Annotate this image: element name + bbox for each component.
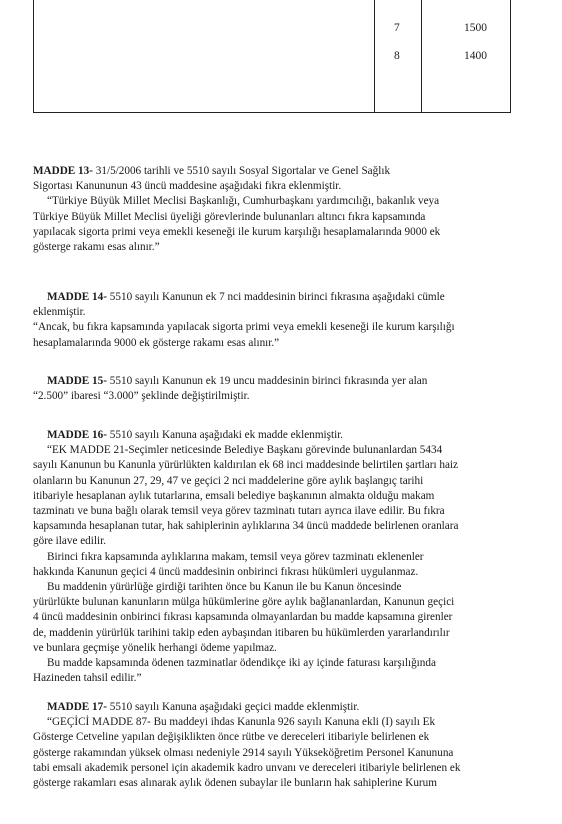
text-line [33, 715, 515, 730]
text-line [33, 210, 515, 225]
line-text: Birinci fıkra kapsamında aylıklarına makam, temsil veya görev tazminatı eklenenler [47, 550, 424, 563]
line-text: gösterge rakamından yüksek olması nedeniyle 2914 sayılı Yükseköğretim Personel Kanununa [33, 746, 454, 759]
text-line [33, 179, 515, 194]
line-text: itibariyle hesaplanan aylık tutarlarına, emsali belediye başkanının almakta olduğu makam [33, 489, 435, 502]
line-text: 5510 sayılı Kanuna aşağıdaki geçici madde eklenmiştir. [106, 701, 360, 713]
text-line [33, 550, 515, 565]
line-text: 4 üncü maddesinin onbirinci fıkrası kapsamında olmayanlardan bu madde kapsamına girenler [33, 611, 453, 624]
text-line [33, 336, 515, 351]
text-line [33, 458, 515, 473]
text-line [33, 489, 515, 504]
line-text: “Ancak, bu fıkra kapsamında yapılacak sigorta primi veya emekli keseneği ile kurum karşılığı [33, 321, 455, 334]
table-column-divider [374, 0, 375, 112]
text-line [33, 641, 515, 656]
article-heading: MADDE 14- [47, 291, 107, 303]
table-cell-value: 1500 [464, 22, 487, 34]
line-text: Sigortası Kanununun 43 üncü maddesine aşağıdaki fıkra eklenmiştir. [33, 180, 342, 193]
line-text: 5510 sayılı Kanunun ek 19 uncu maddesinin birinci fıkrasında yer alan [106, 375, 428, 387]
line-text: eklenmiştir. [33, 306, 86, 319]
line-text: Türkiye Büyük Millet Meclisi üyeliği görevlerinde bulunanları altıncı fıkra kapsamında [33, 210, 426, 223]
article-17 [33, 700, 515, 791]
line-text: yürürlükte bulunan kanunların mülga hükümlerine göre aylık bağlananlardan, Kanunun geçici [33, 596, 455, 609]
line-text: göre ilave edilir. [33, 535, 107, 548]
table-cell-grade: 7 [394, 22, 400, 34]
line-text: “Türkiye Büyük Millet Meclisi Başkanlığı, Cumhurbaşkanı yardımcılığı, bakanlık veya [47, 195, 440, 208]
line-text: sayılı Kanunun bu Kanunla yürürlükten kaldırılan ek 68 inci maddesinde belirtilen şartları haiz [33, 459, 459, 472]
text-line [33, 610, 515, 625]
article-14 [33, 290, 515, 351]
article-heading: MADDE 16- [47, 429, 107, 441]
text-line [33, 428, 515, 443]
article-heading: MADDE 15- [47, 375, 107, 387]
text-line [33, 656, 515, 671]
line-text: olanların bu Kanunun 27, 29, 47 ve geçici 2 nci maddelerine göre aylık başlangıç tarihi [33, 474, 424, 487]
article-heading: MADDE 13- [33, 165, 93, 177]
line-text: tabi emsali akademik personel için akademik kadro unvanı ve dereceleri itibariyle belirlenen ek [33, 761, 461, 774]
line-text: Bu maddenin yürürlüğe girdiği tarihten önce bu Kanun ile bu Kanun öncesinde [47, 581, 402, 594]
line-text: tazminatı ve buna bağlı olarak temsil veya görev tazminatı tutarı ayrıca ilave edilir. Bu fıkra [33, 505, 445, 518]
text-line [33, 565, 515, 580]
text-line [33, 504, 515, 519]
text-line [33, 443, 515, 458]
line-text: 31/5/2006 tarihli ve 5510 sayılı Sosyal Sigortalar ve Genel Sağlık [92, 165, 391, 177]
text-line [33, 474, 515, 489]
text-line [33, 290, 515, 305]
text-line [33, 164, 515, 179]
text-line [33, 519, 515, 534]
line-text: “EK MADDE 21-Seçimler neticesinde Belediye Başkanı görevinde bulunanlardan 5434 [47, 444, 443, 457]
text-line [33, 730, 515, 745]
text-line [33, 746, 515, 761]
table-cell-grade: 8 [394, 50, 400, 62]
line-text: Gösterge Cetveline yapılan değişiklikten önce rütbe ve dereceleri itibariyle belirlenen ek [33, 731, 430, 744]
text-line [33, 240, 515, 255]
text-line [33, 225, 515, 240]
article-heading: MADDE 17- [47, 701, 107, 713]
text-line [33, 320, 515, 335]
line-text: gösterge rakamı esas alınır.” [33, 241, 160, 254]
text-line [33, 776, 515, 791]
line-text: “2.500” ibaresi “3.000” şeklinde değiştirilmiştir. [33, 390, 250, 403]
article-15 [33, 374, 515, 404]
text-line [33, 534, 515, 549]
indicator-table [33, 0, 511, 113]
line-text: yapılacak sigorta primi veya emekli keseneği ile kurum karşılığı hesaplamalarında 9000 ek [33, 225, 441, 238]
article-16 [33, 428, 515, 686]
text-line [33, 305, 515, 320]
line-text: gösterge rakamları esas alınarak aylık ödenen subaylar ile bunların hak sahiplerine Kurum [33, 777, 437, 790]
text-line [33, 389, 515, 404]
article-13 [33, 164, 515, 255]
text-line [33, 671, 515, 686]
line-text: kapsamında hesaplanan tutar, hak sahiplerinin aylıklarına 34 üncü maddede belirlenen oranlara [33, 520, 459, 533]
text-line [33, 700, 515, 715]
table-column-divider [421, 0, 422, 112]
line-text: de, maddenin yürürlük tarihini takip eden aybaşından itibaren bu hükümlerden yararlandırılır [33, 626, 450, 639]
line-text: hakkında Kanunun geçici 4 üncü maddesinin onbirinci fıkrası hükümleri uygulanmaz. [33, 565, 419, 578]
table-cell-value: 1400 [464, 50, 487, 62]
line-text: hesaplamalarında 9000 ek gösterge rakamı esas alınır.” [33, 336, 280, 349]
line-text: ve bunlara geçmişe yönelik herhangi ödeme yapılmaz. [33, 641, 277, 654]
line-text: 5510 sayılı Kanunun ek 7 nci maddesinin birinci fıkrasına aşağıdaki cümle [106, 291, 445, 303]
text-line [33, 595, 515, 610]
line-text: Bu madde kapsamında ödenen tazminatlar ödendikçe iki ay içinde faturası karşılığında [47, 657, 436, 670]
text-line [33, 374, 515, 389]
line-text: Hazineden tahsil edilir.” [33, 672, 142, 685]
text-line [33, 761, 515, 776]
text-line [33, 580, 515, 595]
text-line [33, 194, 515, 209]
line-text: 5510 sayılı Kanuna aşağıdaki ek madde eklenmiştir. [106, 429, 344, 441]
line-text: “GEÇİCİ MADDE 87- Bu maddeyi ihdas Kanunla 926 sayılı Kanuna ekli (I) sayılı Ek [47, 716, 436, 729]
text-line [33, 626, 515, 641]
